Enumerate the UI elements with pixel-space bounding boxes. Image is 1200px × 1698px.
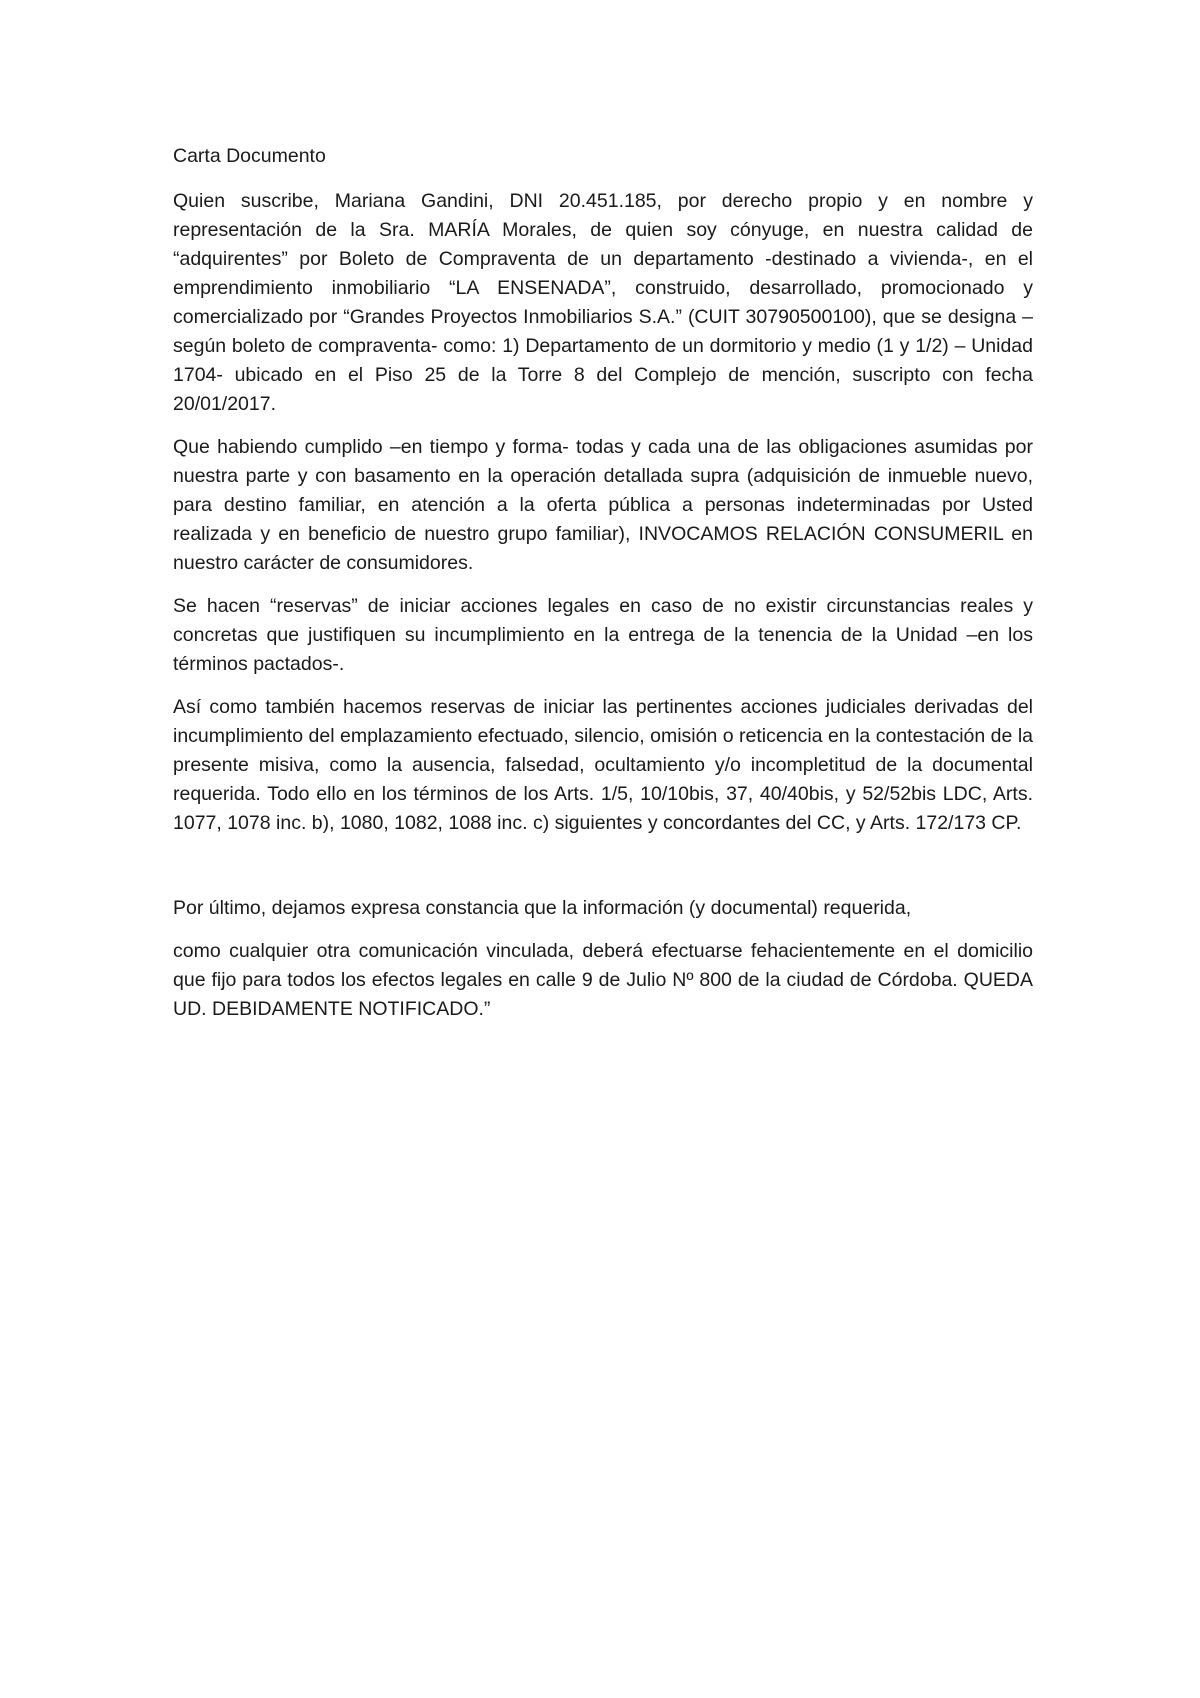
blank-space [173, 852, 1033, 894]
paragraph-constancia: Por último, dejamos expresa constancia que la información (y documental) requerida, [173, 897, 912, 919]
document-title: Carta Documento [173, 145, 326, 167]
paragraph-reservas: Se hacen “reservas” de iniciar acciones legales en caso de no existir circunstancias reales y concretas que justifiquen su incumplimiento en la entrega de la tenencia de la Unidad –en los términos pactados-. [173, 595, 1033, 675]
paragraph-domicilio: como cualquier otra comunicación vinculada, deberá efectuarse fehacientemente en el domicilio que fijo para todos los efectos legales en calle 9 de Julio Nº 800 de la ciudad de Córdoba. QUEDA UD. DEBIDAMENTE NOTIFICADO.” [173, 940, 1033, 1020]
document-body [173, 142, 1033, 1038]
paragraph-acciones-judiciales: Así como también hacemos reservas de iniciar las pertinentes acciones judiciales derivadas del incumplimiento del emplazamiento efectuado, silencio, omisión o reticencia en la contestación de la presente misiva, como la ausencia, falsedad, ocultamiento y/o incompletitud de la documental requerida. Todo ello en los términos de los Arts. 1/5, 10/10bis, 37, 40/40bis, y 52/52bis LDC, Arts. 1077, 1078 inc. b), 1080, 1082, 1088 inc. c) siguientes y concordantes del CC, y Arts. 172/173 CP. [173, 696, 1033, 834]
paragraph-intro: Quien suscribe, Mariana Gandini, DNI 20.451.185, por derecho propio y en nombre y representación de la Sra. MARÍA Morales, de quien soy cónyuge, en nuestra calidad de “adquirentes” por Boleto de Compraventa de un departamento -destinado a vivienda-, en el emprendimiento inmobiliario “LA ENSENADA”, construido, desarrollado, promocionado y comercializado por “Grandes Proyectos Inmobiliarios S.A.” (CUIT 30790500100), que se designa –según boleto de compraventa- como: 1) Departamento de un dormitorio y medio (1 y 1/2) – Unidad 1704- ubicado en el Piso 25 de la Torre 8 del Complejo de mención, suscripto con fecha 20/01/2017. [173, 190, 1033, 415]
paragraph-relacion-consumeril: Que habiendo cumplido –en tiempo y forma- todas y cada una de las obligaciones asumidas por nuestra parte y con basamento en la operación detallada supra (adquisición de inmueble nuevo, para destino familiar, en atención a la oferta pública a personas indeterminadas por Usted realizada y en beneficio de nuestro grupo familiar), INVOCAMOS RELACIÓN CONSUMERIL en nuestro carácter de consumidores. [173, 436, 1033, 574]
